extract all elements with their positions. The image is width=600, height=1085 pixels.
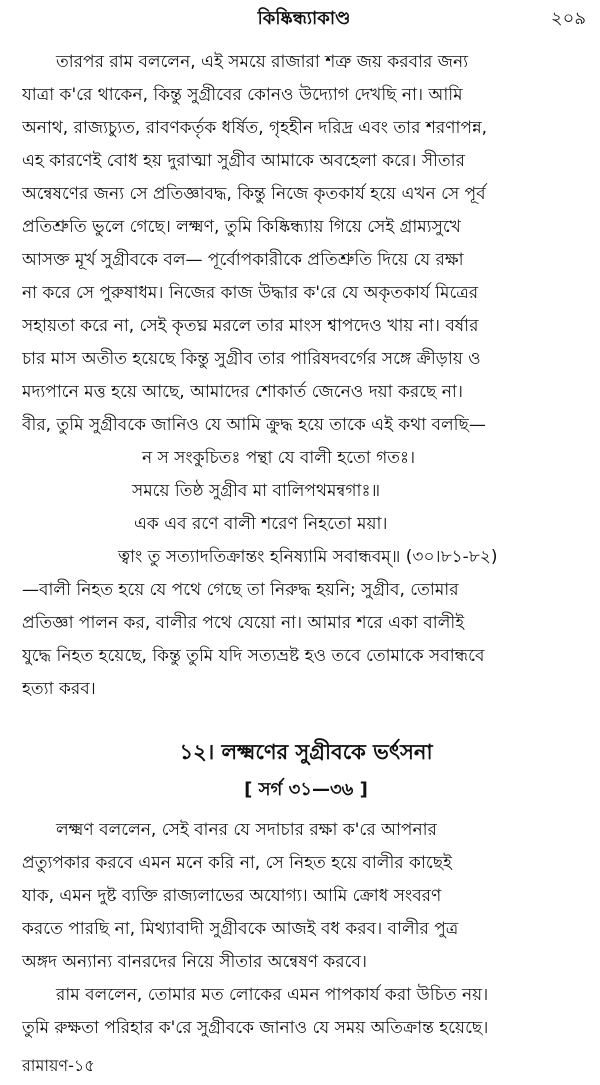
text-line: অঙ্গদ অন্যান্য বানরদের নিয়ে সীতার অন্বেষণ করবে। bbox=[22, 952, 367, 972]
text-line: করতে পারছি না, মিথ্যাবাদী সুগ্রীবকে আজই বধ করব। বালীর পুত্র bbox=[22, 919, 459, 939]
section-heading: ১২। লক্ষ্মণের সুগ্রীবকে ভর্ৎসনা bbox=[179, 740, 433, 764]
text-line: তারপর রাম বললেন, এই সময়ে রাজারা শত্রু জয় করবার জন্য bbox=[56, 52, 469, 72]
text-line: প্রতিশ্রুতি ভুলে গেছে। লক্ষ্মণ, তুমি কিষ্কিন্ধ্যায় গিয়ে সেই গ্রাম্যসুখে bbox=[22, 217, 461, 237]
sarga-reference: [ সর্গ ৩১—৩৬ ] bbox=[244, 779, 368, 800]
text-line: প্রতিজ্ঞা পালন কর, বালীর পথে যেয়ো না। আমার শরে একা বালীই bbox=[22, 613, 465, 633]
text-line: চার মাস অতীত হয়েছে কিন্তু সুগ্রীব তার পারিষদবর্গের সঙ্গে ক্রীড়ায় ও bbox=[22, 349, 481, 369]
paragraph bbox=[22, 574, 590, 706]
text-line: যাত্রা ক'রে থাকেন, কিন্তু সুগ্রীবের কোনও উদ্যোগ দেখছি না। আমি bbox=[22, 85, 463, 105]
text-line: —বালী নিহত হয়ে যে পথে গেছে তা নিরুদ্ধ হয়নি; সুগ্রীব, তোমার bbox=[22, 580, 459, 600]
text-line: তুমি রুক্ষতা পরিহার ক'রে সুগ্রীবকে জানাও যে সময় অতিক্রান্ত হয়েছে। bbox=[22, 1018, 489, 1038]
text-line: প্রত্যুপকার করবে এমন মনে করি না, সে নিহত হয়ে বালীর কাছেই bbox=[22, 853, 452, 873]
sanskrit-verse bbox=[22, 442, 590, 574]
verse-line: ত্বাং তু সত্যাদতিক্রান্তং হনিষ্যামি সবান্ধবম্॥ (৩০।৮১-৮২) bbox=[118, 547, 498, 567]
paragraph bbox=[22, 979, 590, 1045]
page-header bbox=[22, 4, 586, 34]
text-line: না করে সে পুরুষাধম। নিজের কাজ উদ্ধার ক'রে যে অকৃতকার্য মিত্রের bbox=[22, 283, 479, 303]
text-line: লক্ষ্মণ বললেন, সেই বানর যে সদাচার রক্ষা ক'রে আপনার bbox=[56, 820, 437, 840]
text-line: মদ্যপানে মত্ত হয়ে আছে, আমাদের শোকার্ত জেনেও দয়া করছে না। bbox=[22, 382, 463, 402]
text-line: যাক, এমন দুষ্ট ব্যক্তি রাজ্যলাভের অযোগ্য। আমি ক্রোধ সংবরণ bbox=[22, 886, 442, 906]
text-line: সহায়তা করে না, সেই কৃতঘ্ন মরলে তার মাংস শ্বাপদেও খায় না। বর্ষার bbox=[22, 316, 479, 336]
page-footer-signature: রামায়ণ-১৫ bbox=[22, 1056, 95, 1075]
page-body bbox=[22, 46, 590, 1045]
text-line: রাম বললেন, তোমার মত লোকের এমন পাপকার্য করা উচিত নয়। bbox=[56, 985, 489, 1005]
verse-line: ন স সংকুচিতঃ পন্থা যে বালী হতো গতঃ। bbox=[142, 448, 416, 468]
paragraph bbox=[22, 814, 590, 979]
text-line: হত্যা করব। bbox=[22, 679, 96, 699]
text-line: এহ কারণেই বোধ হয় দুরাত্মা সুগ্রীব আমাকে অবহেলা করে। সীতার bbox=[22, 151, 465, 171]
text-line: অনাথ, রাজ্যচ্যুত, রাবণকর্তৃক ধর্ষিত, গৃহহীন দরিদ্র এবং তার শরণাপন্ন, bbox=[22, 118, 488, 138]
running-title: কিষ্কিন্ধ্যাকাণ্ড bbox=[257, 8, 351, 29]
text-line: আসক্ত মূর্খ সুগ্রীবকে বল— পূর্বোপকারীকে প্রতিশ্রুতি দিয়ে যে রক্ষা bbox=[22, 250, 464, 270]
verse-line: সময়ে তিষ্ঠ সুগ্রীব মা বালিপথমন্বগাঃ॥ bbox=[132, 481, 381, 501]
text-line: অন্বেষণের জন্য সে প্রতিজ্ঞাবদ্ধ, কিন্তু নিজে কৃতকার্য হয়ে এখন সে পূর্ব bbox=[22, 184, 486, 204]
page-number: ২০৯ bbox=[550, 8, 586, 29]
text-line: বীর, তুমি সুগ্রীবকে জানিও যে আমি ক্রুদ্ধ হয়ে তাকে এই কথা বলছি— bbox=[22, 415, 486, 435]
verse-line: এক এব রণে বালী শরেণ নিহতো ময়া। bbox=[134, 514, 388, 534]
paragraph bbox=[22, 46, 590, 442]
text-line: যুদ্ধে নিহত হয়েছে, কিন্তু তুমি যদি সত্যভ্রষ্ট হও তবে তোমাকে সবান্ধবে bbox=[22, 646, 485, 666]
